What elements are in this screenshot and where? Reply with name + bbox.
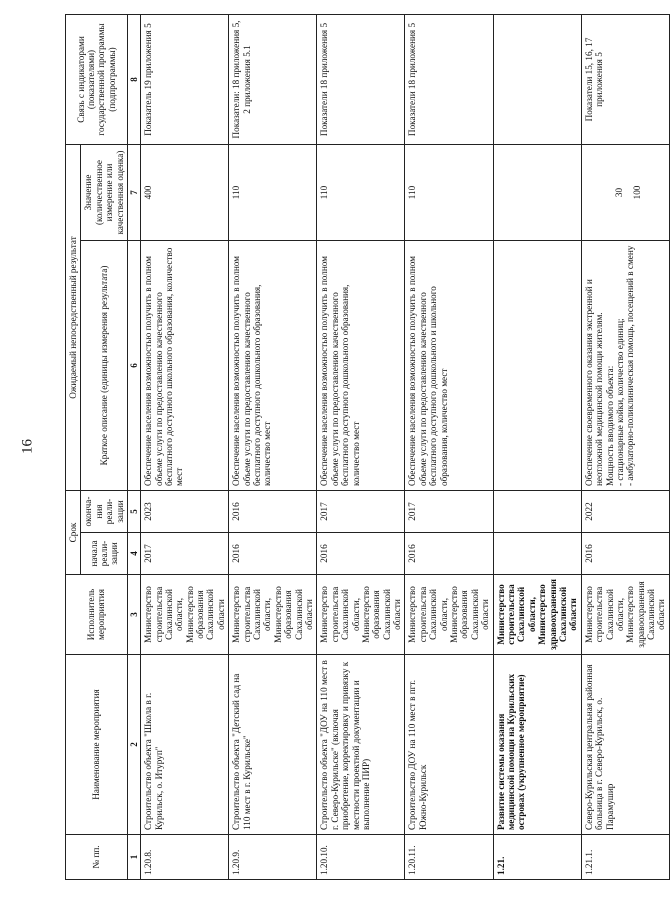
row-start: 2016 — [229, 533, 317, 575]
row-num: 1.20.11. — [405, 835, 493, 880]
value-item: 110 — [231, 185, 242, 200]
row-link: Показатели 18 приложения 5 — [317, 15, 405, 145]
value-item: 110 — [407, 185, 418, 200]
value-item: 110 — [319, 185, 330, 200]
row-link: Показатели 18 приложения 5 — [405, 15, 493, 145]
row-name: Строительство ДОУ на 110 мест в пгт. Южно-Курильск — [405, 655, 493, 835]
row-end: 2017 — [405, 491, 493, 533]
col-number: 7 — [127, 145, 140, 241]
row-start — [493, 533, 581, 575]
row-num: 1.20.9. — [229, 835, 317, 880]
header-name: Наименование мероприятия — [66, 655, 128, 835]
table-row — [317, 15, 405, 880]
row-executor: Министерство строительства Сахалинской области, Министерство здравоохранения Сахалинской области — [493, 575, 581, 655]
row-value — [493, 145, 581, 241]
row-start: 2016 — [317, 533, 405, 575]
row-link: Показатели 15, 16, 17 приложения 5 — [581, 15, 669, 145]
row-name: Строительство объекта "Детский сад на 110 мест в г. Курильске" — [229, 655, 317, 835]
table-row — [229, 15, 317, 880]
row-desc: Обеспечение населения возможностью получить в полном объеме услуги по предоставлению качественного бесплатного доступного дошкольного образования, количество мест — [229, 241, 317, 491]
header-num: № пп. — [66, 835, 128, 880]
row-link: Показатель 19 приложения 5 — [141, 15, 229, 145]
row-num: 1.21.1. — [581, 835, 669, 880]
row-num: 1.20.10. — [317, 835, 405, 880]
value-item: 400 — [143, 185, 154, 200]
row-desc — [581, 241, 669, 491]
row-executor: Министерство строительства Сахалинской области, Министерство образования Сахалинской области — [229, 575, 317, 655]
row-end: 2016 — [229, 491, 317, 533]
row-desc: Обеспечение населения возможностью получить в полном объеме услуги по предоставлению качественного бесплатного доступного дошкольного образования, количество мест — [317, 241, 405, 491]
desc-line: Мощность вводимого объекта: — [604, 365, 615, 486]
value-item: 30 — [613, 187, 624, 198]
header-row-1 — [66, 15, 81, 880]
table-row — [493, 15, 581, 880]
row-start: 2016 — [581, 533, 669, 575]
row-name: Развитие системы оказания медицинской помощи на Курильских островах (укрупненное мероприятие) — [493, 655, 581, 835]
header-desc: Краткое описание (единицы измерения результата) — [81, 241, 128, 491]
row-desc: Обеспечение населения возможностью получить в полном объеме услуги по предоставлению качественного бесплатного доступного дошкольного и школьного образования, количество мест — [405, 241, 493, 491]
row-start: 2016 — [405, 533, 493, 575]
table-row — [405, 15, 493, 880]
row-executor: Министерство строительства Сахалинской области, Министерство образования Сахалинской области — [405, 575, 493, 655]
row-end: 2022 — [581, 491, 669, 533]
value-item: 100 — [632, 185, 643, 200]
table-row — [141, 15, 229, 880]
row-value — [317, 145, 405, 241]
row-value — [141, 145, 229, 241]
row-end — [493, 491, 581, 533]
row-name: Северо-Курильская центральная районная больница в г. Северо-Курильск, о. Парамушир — [581, 655, 669, 835]
header-expected: Ожидаемый непосредственный результат — [66, 145, 81, 491]
rotated-table-sheet — [65, 15, 667, 880]
desc-line: Обеспечение своевременного оказания экстренной и неотложной медицинской помощи жителям. — [583, 279, 605, 486]
row-desc: Обеспечение населения возможностью получить в полном объеме услуги по предоставлению качественного бесплатного доступного школьного образования, количество мест — [141, 241, 229, 491]
row-num: 1.21. — [493, 835, 581, 880]
row-executor: Министерство строительства Сахалинской области, Министерство образования Сахалинской области — [141, 575, 229, 655]
measures-table — [65, 14, 670, 880]
header-value: Значение (количественное измерение или качественная оценка) — [81, 145, 128, 241]
row-value — [229, 145, 317, 241]
row-end: 2023 — [141, 491, 229, 533]
row-executor: Министерство строительства Сахалинской области, Министерство образования Сахалинской области — [317, 575, 405, 655]
row-name: Строительство объекта "ДОУ на 110 мест в г. Северо-Курильске" (включая приобретение, корректировку и привязку к местности проектной документации и выполнение ПИР) — [317, 655, 405, 835]
row-num: 1.20.8. — [141, 835, 229, 880]
row-link: Показатели: 18 приложения 5, 2 приложения 5.1 — [229, 15, 317, 145]
row-name: Строительство объекта "Школа в г. Курильск, о. Итуруп" — [141, 655, 229, 835]
column-numbers-row — [127, 15, 140, 880]
header-term-start: начала реали-зации — [81, 533, 128, 575]
col-number: 1 — [127, 835, 140, 880]
header-link: Связь с индикаторами (показателями) государственной программы (подпрограммы) — [66, 15, 128, 145]
header-term: Срок — [66, 491, 81, 575]
row-executor: Министерство строительства Сахалинской области, Министерство здравоохранения Сахалинской области — [581, 575, 669, 655]
col-number: 3 — [127, 575, 140, 655]
col-number: 4 — [127, 533, 140, 575]
row-end: 2017 — [317, 491, 405, 533]
header-term-end: оконча-ния реали-зации — [81, 491, 128, 533]
row-value — [581, 145, 669, 241]
col-number: 6 — [127, 241, 140, 491]
row-start: 2017 — [141, 533, 229, 575]
col-number: 8 — [127, 15, 140, 145]
row-link — [493, 15, 581, 145]
desc-line: - амбулаторно-поликлиническая помощь, посещений в смену — [625, 245, 636, 486]
header-executor: Исполнитель мероприятия — [66, 575, 128, 655]
table-row — [581, 15, 669, 880]
col-number: 5 — [127, 491, 140, 533]
row-value — [405, 145, 493, 241]
row-desc — [493, 241, 581, 491]
desc-line: - стационарные койки, количество единиц; — [614, 318, 625, 486]
page-number: 16 — [19, 439, 36, 454]
col-number: 2 — [127, 655, 140, 835]
